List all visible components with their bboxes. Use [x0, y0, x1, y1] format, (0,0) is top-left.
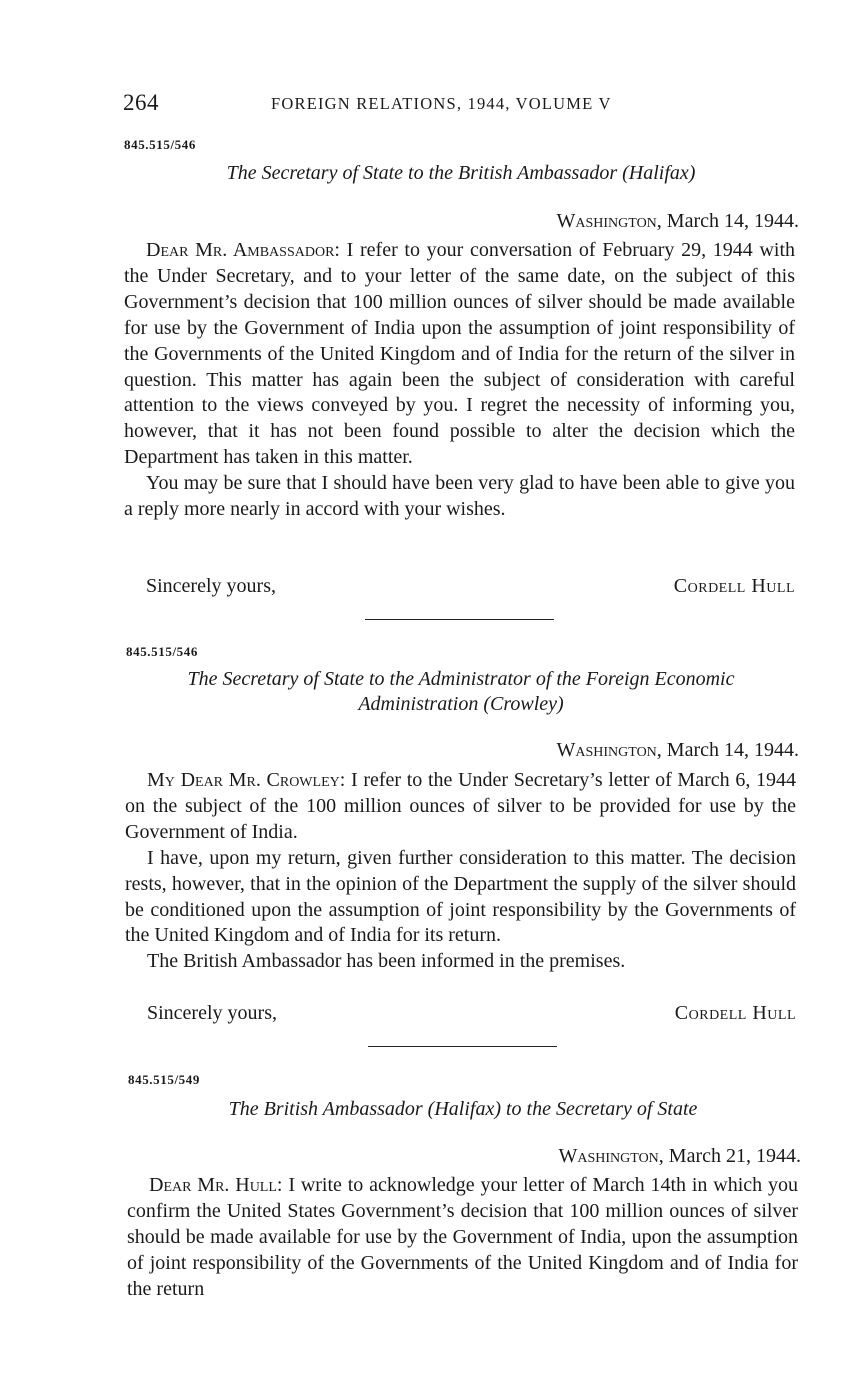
signer: Cordell Hull: [673, 575, 795, 597]
section-divider: [368, 1046, 557, 1047]
salutation: Dear Mr. Ambassador:: [146, 239, 340, 261]
dateline-date: , March 21, 1944.: [658, 1145, 801, 1167]
dateline: [125, 1145, 801, 1168]
running-title: FOREIGN RELATIONS, 1944, VOLUME V: [271, 94, 612, 113]
dateline-place: Washington: [558, 1145, 659, 1167]
letter-body: [124, 238, 795, 523]
file-number: 845.515/549: [128, 1072, 200, 1087]
paragraph-text: I write to acknowledge your letter of March 14th in which you confirm the United States Government’s decision that 100 million ounces of silver should be made available for use by the Government of India, upon the assumption of joint responsibility of the Governments of the United Kingdom and of India for the return: [127, 1174, 798, 1300]
letter-body: [127, 1173, 798, 1303]
paragraph-text: I refer to your conversation of February 29, 1944 with the Under Secretary, and to your letter of the same date, on the subject of this Government’s decision that 100 million ounces of silver should be made available for use by the Government of India upon the assumption of joint responsibility of the Governments of the United Kingdom and of India for the return of the silver in question. This matter has again been the subject of consideration with careful attention to the views conveyed by you. I regret the necessity of informing you, however, that it has not been found possible to alter the decision which the Department has taken in this matter.: [124, 239, 795, 469]
signature-block: [124, 575, 795, 601]
document-title: The British Ambassador (Halifax) to the Secretary of State: [228, 1098, 698, 1120]
document-title-line-1: The Secretary of State to the Administrator of the Foreign Economic: [187, 668, 735, 690]
letter-body: [125, 768, 796, 975]
salutation: Dear Mr. Hull:: [149, 1174, 283, 1196]
paragraph: The British Ambassador has been informed in the premises.: [147, 950, 626, 973]
paragraph-text: I refer to the Under Secretary’s letter of March 6, 1944 on the subject of the 100 million ounces of silver to be provided for use by the Government of India.: [125, 769, 797, 843]
paragraph: I have, upon my return, given further consideration to this matter. The decision rests, however, that in the opinion of the Department the supply of the silver should be conditioned upon the assumption of joint responsibility by the Governments of the United Kingdom and of India for its return.: [125, 846, 796, 947]
salutation: My Dear Mr. Crowley:: [147, 769, 346, 791]
dateline-place: Washington: [556, 210, 657, 232]
dateline-date: , March 14, 1944.: [656, 739, 799, 761]
file-number: 845.515/546: [124, 137, 196, 152]
dateline: [123, 210, 799, 233]
paragraph: [125, 768, 796, 846]
document-title: The Secretary of State to the British Ambassador (Halifax): [226, 162, 696, 184]
paragraph: [124, 238, 795, 471]
paragraph: [127, 1173, 798, 1303]
dateline-date: , March 14, 1944.: [656, 210, 799, 232]
page-number: 264: [123, 90, 159, 115]
signature-block: [125, 1002, 796, 1028]
closing: Sincerely yours,: [147, 1002, 277, 1024]
closing: Sincerely yours,: [146, 575, 276, 597]
file-number: 845.515/546: [126, 644, 198, 659]
signer: Cordell Hull: [674, 1002, 796, 1024]
document-title-line-2: Administration (Crowley): [358, 693, 564, 715]
paragraph: You may be sure that I should have been very glad to have been able to give you a reply more nearly in accord with your wishes.: [124, 472, 795, 521]
dateline-place: Washington: [556, 739, 657, 761]
page-header: [123, 90, 799, 120]
dateline: [123, 739, 799, 762]
section-divider: [365, 619, 554, 620]
